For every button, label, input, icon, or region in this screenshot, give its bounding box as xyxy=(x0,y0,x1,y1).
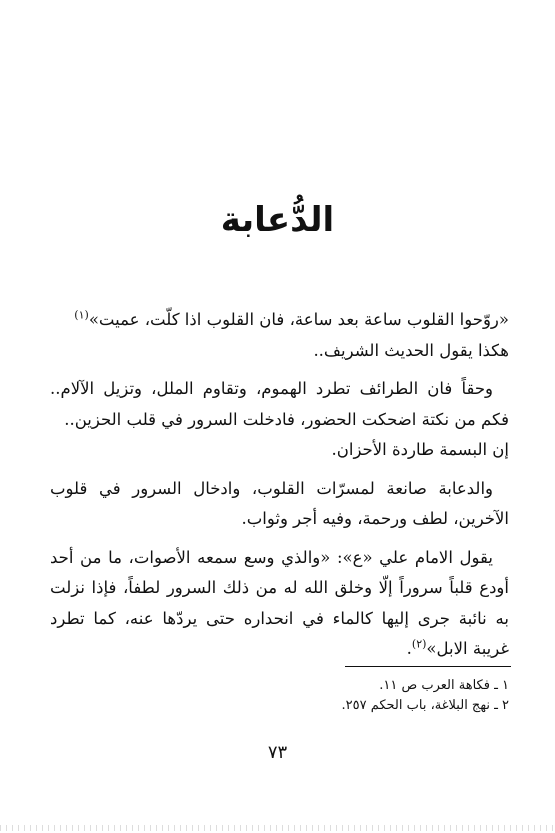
footnotes xyxy=(150,676,509,716)
footnote-ref: (١) xyxy=(74,308,89,322)
paragraph-text: إن البسمة طاردة الأحزان. xyxy=(331,440,509,459)
page-number: ٧٣ xyxy=(267,742,288,763)
paragraph-humor xyxy=(50,474,509,535)
paragraph-text: وحقاً فان الطرائف تطرد الهموم، وتقاوم الملل، وتزيل الآلام.. فكم من نكتة اضحكت الحضور، فادخلت السرور في قلب الحزين.. xyxy=(50,379,509,429)
paragraph-text: هكذا يقول الحديث الشريف.. xyxy=(313,340,509,360)
footnote-divider xyxy=(345,666,511,667)
paragraph-text: يقول الامام علي «ع»: «والذي وسع سمعه الأصوات، ما من أحد أودع قلباً سروراً إلّا وخلق الله له من ذلك السرور لطفاً، فإذا نزلت به نائبة جرى إليها كالماء في انحداره حتى يردّها عنه، كما تطرد غريبة الابل» xyxy=(50,547,509,658)
paragraph-intro xyxy=(50,336,509,367)
footnote-ref: (٢) xyxy=(411,637,427,651)
body-text xyxy=(50,305,509,665)
footnote-2: ٢ ـ نهج البلاغة، باب الحكم ٢٥٧. xyxy=(341,698,509,713)
paragraph-hadith xyxy=(50,305,509,336)
paragraph-quote xyxy=(50,543,509,665)
period: . xyxy=(406,639,412,658)
paragraph-smile xyxy=(50,435,509,466)
footnote-1: ١ ـ فكاهة العرب ص ١١. xyxy=(379,678,509,693)
scan-edge xyxy=(0,825,555,831)
paragraph-text: والدعابة صانعة لمسرّات القلوب، وادخال السرور في قلوب الآخرين، لطف ورحمة، وفيه أجر وثواب. xyxy=(50,478,509,528)
paragraph-text: «روّحوا القلوب ساعة بعد ساعة، فان القلوب اذا كلّت، عميت» xyxy=(88,310,509,329)
chapter-title: الدُّعابة xyxy=(220,200,335,240)
paragraph-jokes xyxy=(50,374,509,435)
